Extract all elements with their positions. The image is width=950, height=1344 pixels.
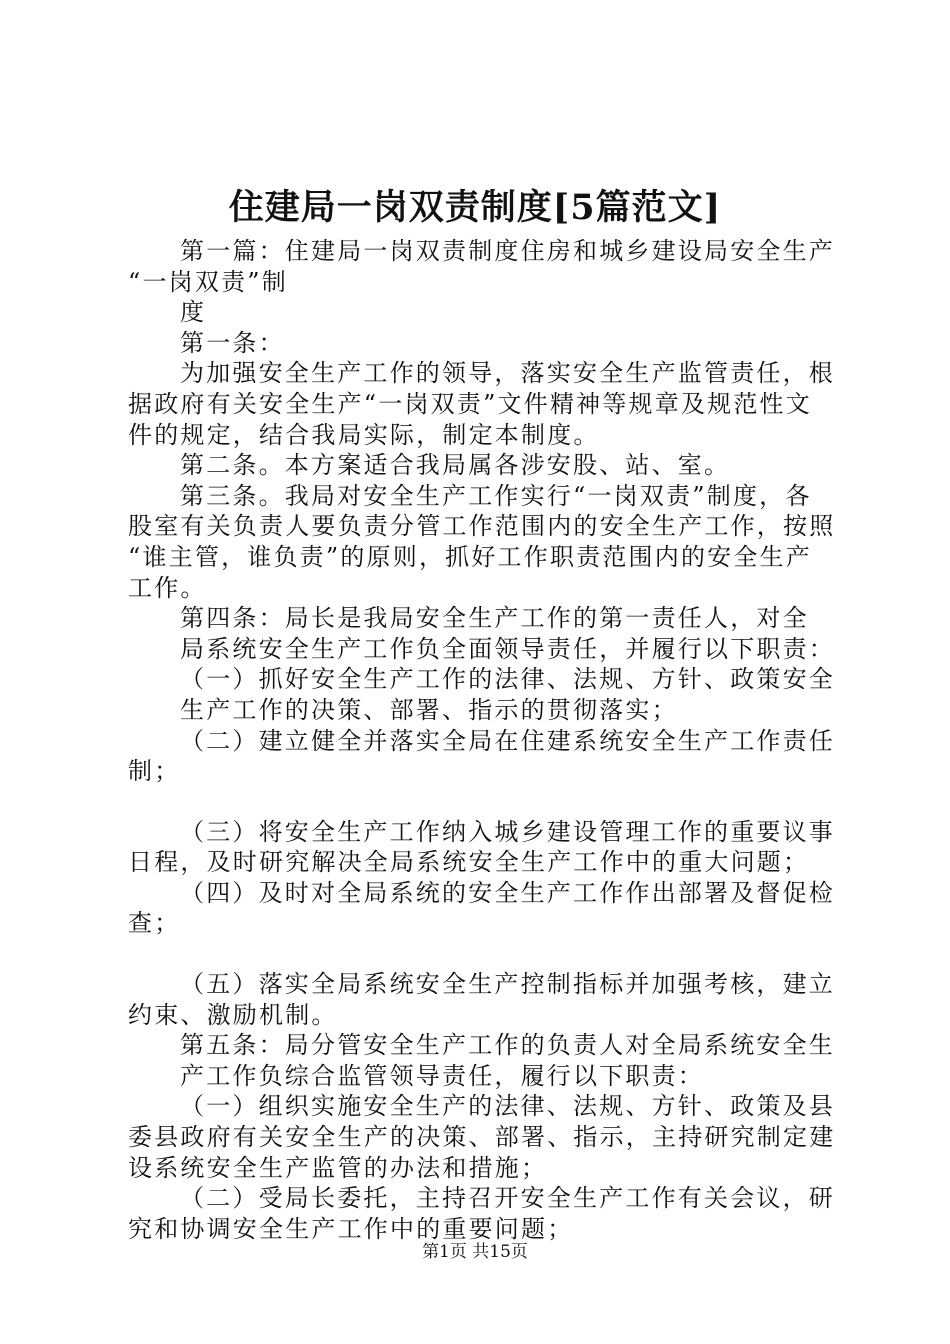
text-line: 设系统安全生产监管的办法和措施； <box>128 1153 548 1182</box>
spacer <box>128 939 838 969</box>
text-line: 查； <box>128 909 181 938</box>
text-line: （五）落实全局系统安全生产控制指标并加强考核，建立 <box>180 970 835 999</box>
text-line: 第五条：局分管安全生产工作的负责人对全局系统安全生 <box>180 1031 835 1060</box>
text-line: 为加强安全生产工作的领导，落实安全生产监管责任，根 <box>180 359 835 388</box>
text-line: 局系统安全生产工作负全面领导责任，并履行以下职责： <box>180 634 835 663</box>
text-line: “谁主管，谁负责”的原则，抓好工作职责范围内的安全生产 <box>128 542 812 571</box>
text-line: 第四条：局长是我局安全生产工作的第一责任人，对全 <box>180 604 809 633</box>
text-line: 度 <box>180 298 207 327</box>
page-number: 第1页 共15页 <box>422 1242 528 1262</box>
text-line: 日程，及时研究解决全局系统安全生产工作中的重大问题； <box>128 848 810 877</box>
text-line: 件的规定，结合我局实际，制定本制度。 <box>128 420 600 449</box>
document-body <box>128 236 838 1244</box>
text-line: 第一篇：住建局一岗双责制度住房和城乡建设局安全生产 <box>180 237 835 265</box>
text-line: （一）抓好安全生产工作的法律、法规、方针、政策安全 <box>180 665 835 694</box>
text-line: 第二条。本方案适合我局属各涉安股、站、室。 <box>180 451 731 480</box>
text-line: “一岗双责”制 <box>128 267 288 296</box>
document-title: 住建局一岗双责制度[5篇范文] <box>228 187 722 228</box>
text-line: 产工作负综合监管领导责任，履行以下职责： <box>180 1061 704 1090</box>
text-line: （三）将安全生产工作纳入城乡建设管理工作的重要议事 <box>180 817 835 846</box>
text-line: 第一条： <box>180 328 285 357</box>
text-line: 究和协调安全生产工作中的重要问题； <box>128 1214 574 1243</box>
text-line: 制； <box>128 757 181 786</box>
text-line: （一）组织实施安全生产的法律、法规、方针、政策及县 <box>180 1092 835 1121</box>
text-line: 据政府有关安全生产“一岗双责”文件精神等规章及规范性文 <box>128 389 812 418</box>
text-line: 委县政府有关安全生产的决策、部署、指示，主持研究制定建 <box>128 1123 836 1152</box>
spacer <box>128 787 838 817</box>
text-line: 约束、激励机制。 <box>128 1000 338 1029</box>
text-line: 第三条。我局对安全生产工作实行“一岗双责”制度，各 <box>180 481 812 510</box>
text-line: （二）受局长委托，主持召开安全生产工作有关会议，研 <box>180 1184 835 1213</box>
text-line: （四）及时对全局系统的安全生产工作作出部署及督促检 <box>180 878 835 907</box>
text-line: （二）建立健全并落实全局在住建系统安全生产工作责任 <box>180 726 835 755</box>
text-line: 工作。 <box>128 573 207 602</box>
text-line: 生产工作的决策、部署、指示的贯彻落实； <box>180 695 678 724</box>
text-line: 股室有关负责人要负责分管工作范围内的安全生产工作，按照 <box>128 512 836 541</box>
